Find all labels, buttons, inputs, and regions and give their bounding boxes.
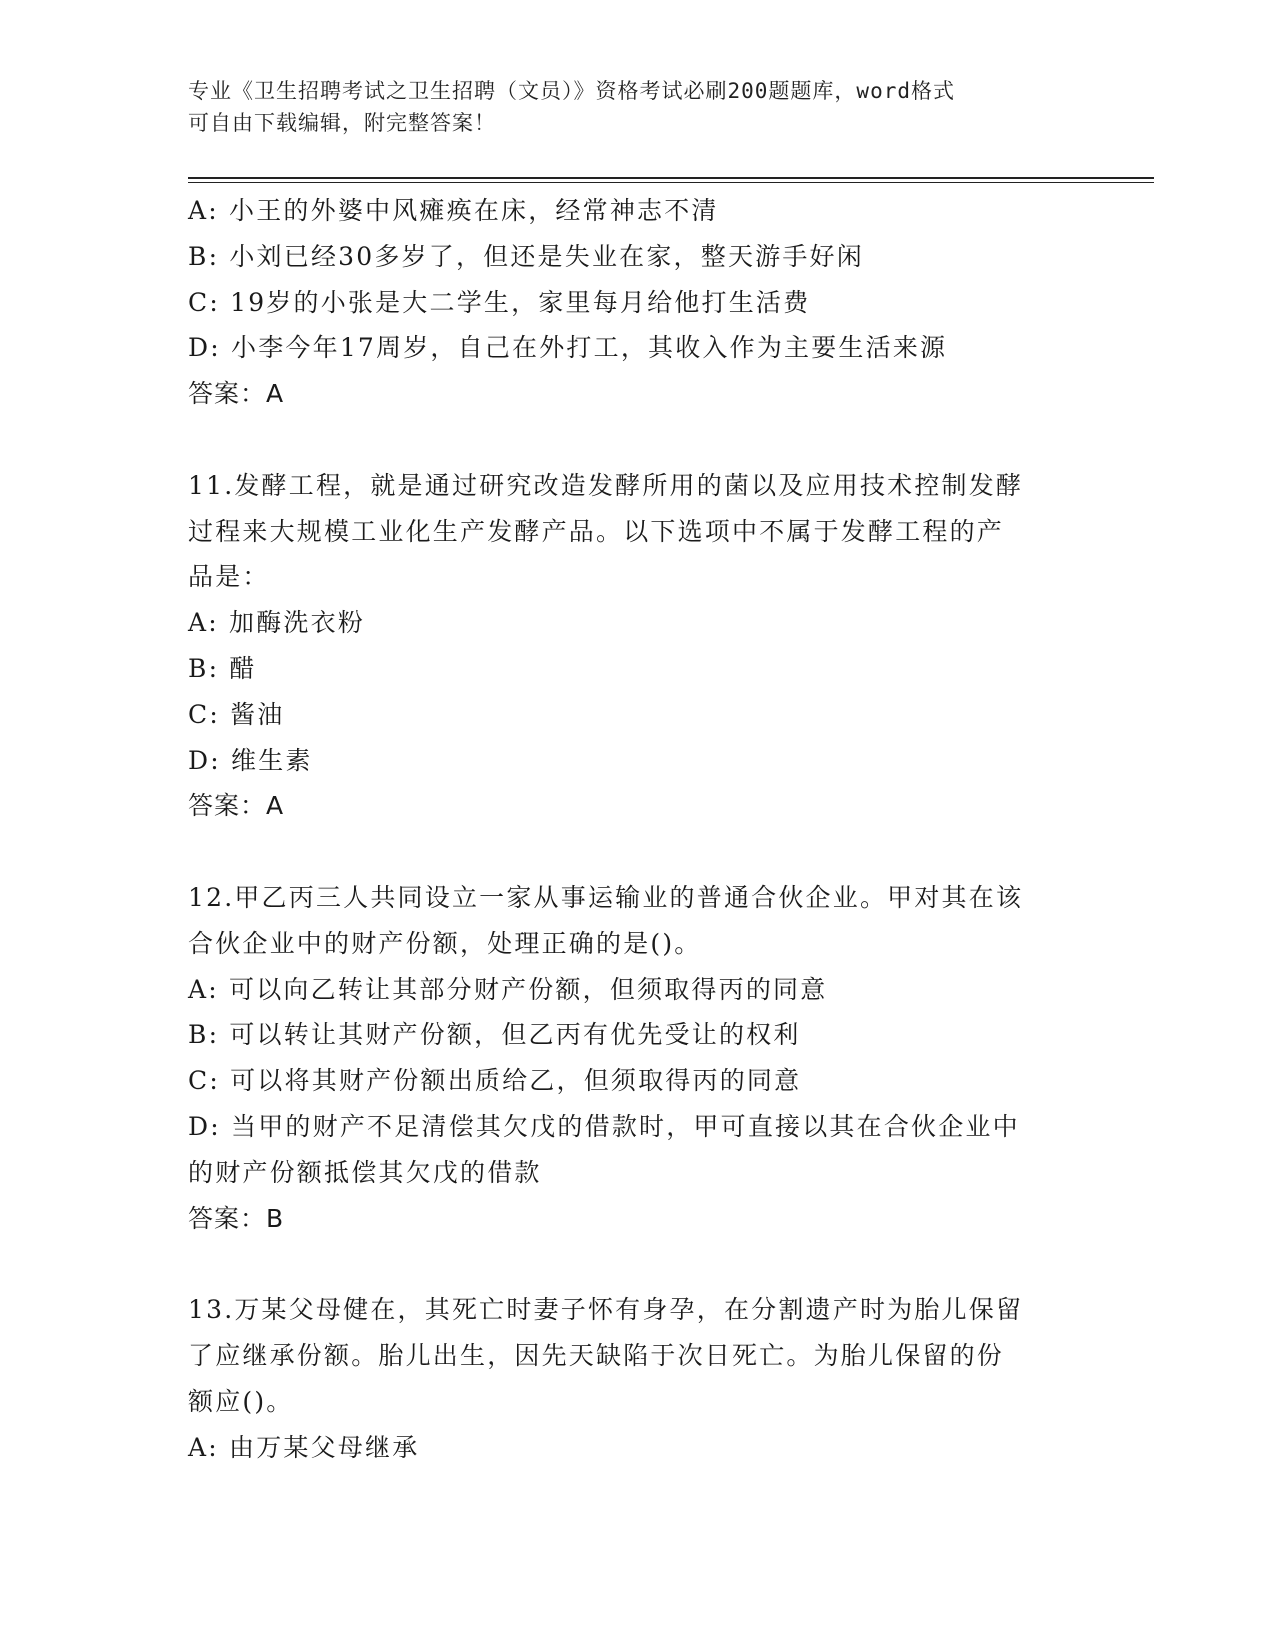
- option-a: A: 加酶洗衣粉: [188, 608, 366, 638]
- answer-line: 答案：A: [188, 379, 285, 409]
- spacer: [188, 1241, 1088, 1287]
- question-10: [188, 188, 1088, 417]
- document-header: [188, 75, 1088, 139]
- option-c: C: 可以将其财产份额出质给乙，但须取得丙的同意: [188, 1066, 802, 1096]
- option-d: D: 当甲的财产不足清偿其欠戊的借款时，甲可直接以其在合伙企业中: [188, 1111, 1020, 1141]
- option-b: B: 醋: [188, 653, 257, 683]
- header-line-1: 专业《卫生招聘考试之卫生招聘（文员）》资格考试必刷200题题库，word格式: [188, 79, 955, 103]
- option-c: C: 酱油: [188, 699, 285, 729]
- question-text-line: 13.万某父母健在，其死亡时妻子怀有身孕，在分割遗产时为胎儿保留: [188, 1295, 1024, 1325]
- question-11: [188, 463, 1088, 829]
- option-d-continued: 的财产份额抵偿其欠戊的借款: [188, 1157, 542, 1187]
- option-a: A: 由万某父母继承: [188, 1432, 420, 1462]
- question-text-line: 11.发酵工程，就是通过研究改造发酵所用的菌以及应用技术控制发酵: [188, 470, 1024, 500]
- header-line-2: 可自由下载编辑，附完整答案！: [188, 111, 496, 135]
- option-b: B: 可以转让其财产份额，但乙丙有优先受让的权利: [188, 1020, 801, 1050]
- header-rule-thick: [188, 177, 1154, 179]
- answer-line: 答案：B: [188, 1203, 285, 1233]
- question-text-line: 12.甲乙丙三人共同设立一家从事运输业的普通合伙企业。甲对其在该: [188, 882, 1024, 912]
- question-text-line: 额应()。: [188, 1386, 294, 1416]
- question-text-line: 了应继承份额。胎儿出生，因先天缺陷于次日死亡。为胎儿保留的份: [188, 1340, 1005, 1370]
- option-a: A: 小王的外婆中风瘫痪在床，经常神志不清: [188, 196, 719, 225]
- option-c: C: 19岁的小张是大二学生，家里每月给他打生活费: [188, 287, 811, 317]
- option-d: D: 维生素: [188, 745, 313, 775]
- question-13: [188, 1287, 1088, 1470]
- question-12: [188, 875, 1088, 1241]
- option-d: D: 小李今年17周岁，自己在外打工，其收入作为主要生活来源: [188, 333, 948, 363]
- option-a: A: 可以向乙转让其部分财产份额，但须取得丙的同意: [188, 974, 828, 1004]
- question-content: [188, 188, 1088, 1470]
- header-rule-thin: [188, 182, 1154, 183]
- question-text-line: 过程来大规模工业化生产发酵产品。以下选项中不属于发酵工程的产: [188, 516, 1005, 546]
- spacer: [188, 829, 1088, 875]
- question-text-line: 品是：: [188, 562, 270, 592]
- answer-line: 答案：A: [188, 791, 285, 821]
- option-b: B: 小刘已经30多岁了，但还是失业在家，整天游手好闲: [188, 241, 864, 271]
- spacer: [188, 417, 1088, 463]
- question-text-line: 合伙企业中的财产份额，处理正确的是()。: [188, 928, 702, 958]
